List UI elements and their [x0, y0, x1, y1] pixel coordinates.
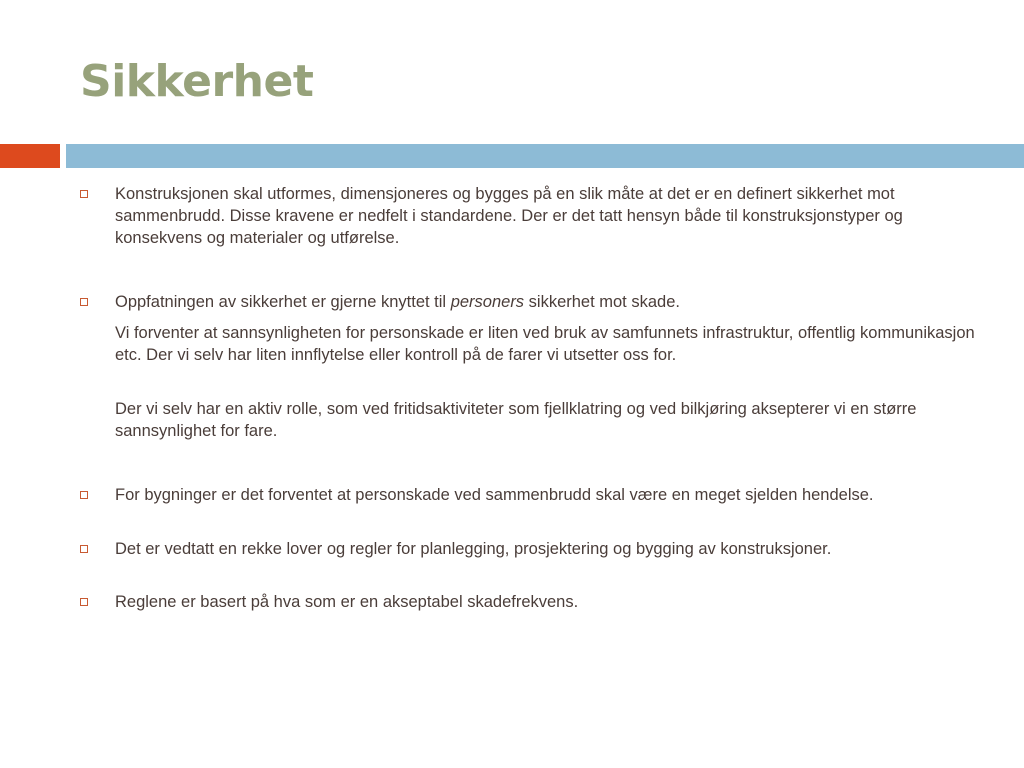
sub-paragraph: Vi forventer at sannsynligheten for personskade er liten ved bruk av samfunnets infrastruktur, offentlig kommunikasjon etc. Der vi selv har liten innflytelse eller kontroll på de farer vi utsetter oss for. [115, 324, 975, 364]
italic-text-segment: personers [450, 293, 525, 311]
bullet-text [115, 291, 975, 313]
slide-title: Sikkerhet [80, 56, 314, 107]
text-segment: Oppfatningen av sikkerhet er gjerne knyttet til [115, 293, 451, 311]
bullet-icon [80, 190, 88, 198]
bullet-text: Reglene er basert på hva som er en akseptabel skadefrekvens. [115, 593, 579, 611]
text-segment: sikkerhet mot skade. [524, 293, 680, 311]
sub-paragraph: Der vi selv har en aktiv rolle, som ved fritidsaktiviteter som fjellklatring og ved bilkjøring aksepterer vi en større sannsynlighet for fare. [115, 400, 917, 440]
bullet-icon [80, 491, 88, 499]
bullet-icon [80, 598, 88, 606]
header-bar [66, 144, 1024, 168]
accent-bar [0, 144, 60, 168]
bullet-text: Det er vedtatt en rekke lover og regler for planlegging, prosjektering og bygging av konstruksjoner. [115, 540, 832, 558]
bullet-text: For bygninger er det forventet at personskade ved sammenbrudd skal være en meget sjelden hendelse. [115, 486, 874, 504]
bullet-icon [80, 298, 88, 306]
bullet-icon [80, 545, 88, 553]
bullet-text: Konstruksjonen skal utformes, dimensjoneres og bygges på en slik måte at det er en definert sikkerhet mot sammenbrudd. Disse kravene er nedfelt i standardene. Der er det tatt hensyn både til konstruksjonstyper og konsekvens og materialer og utførelse. [115, 185, 903, 247]
